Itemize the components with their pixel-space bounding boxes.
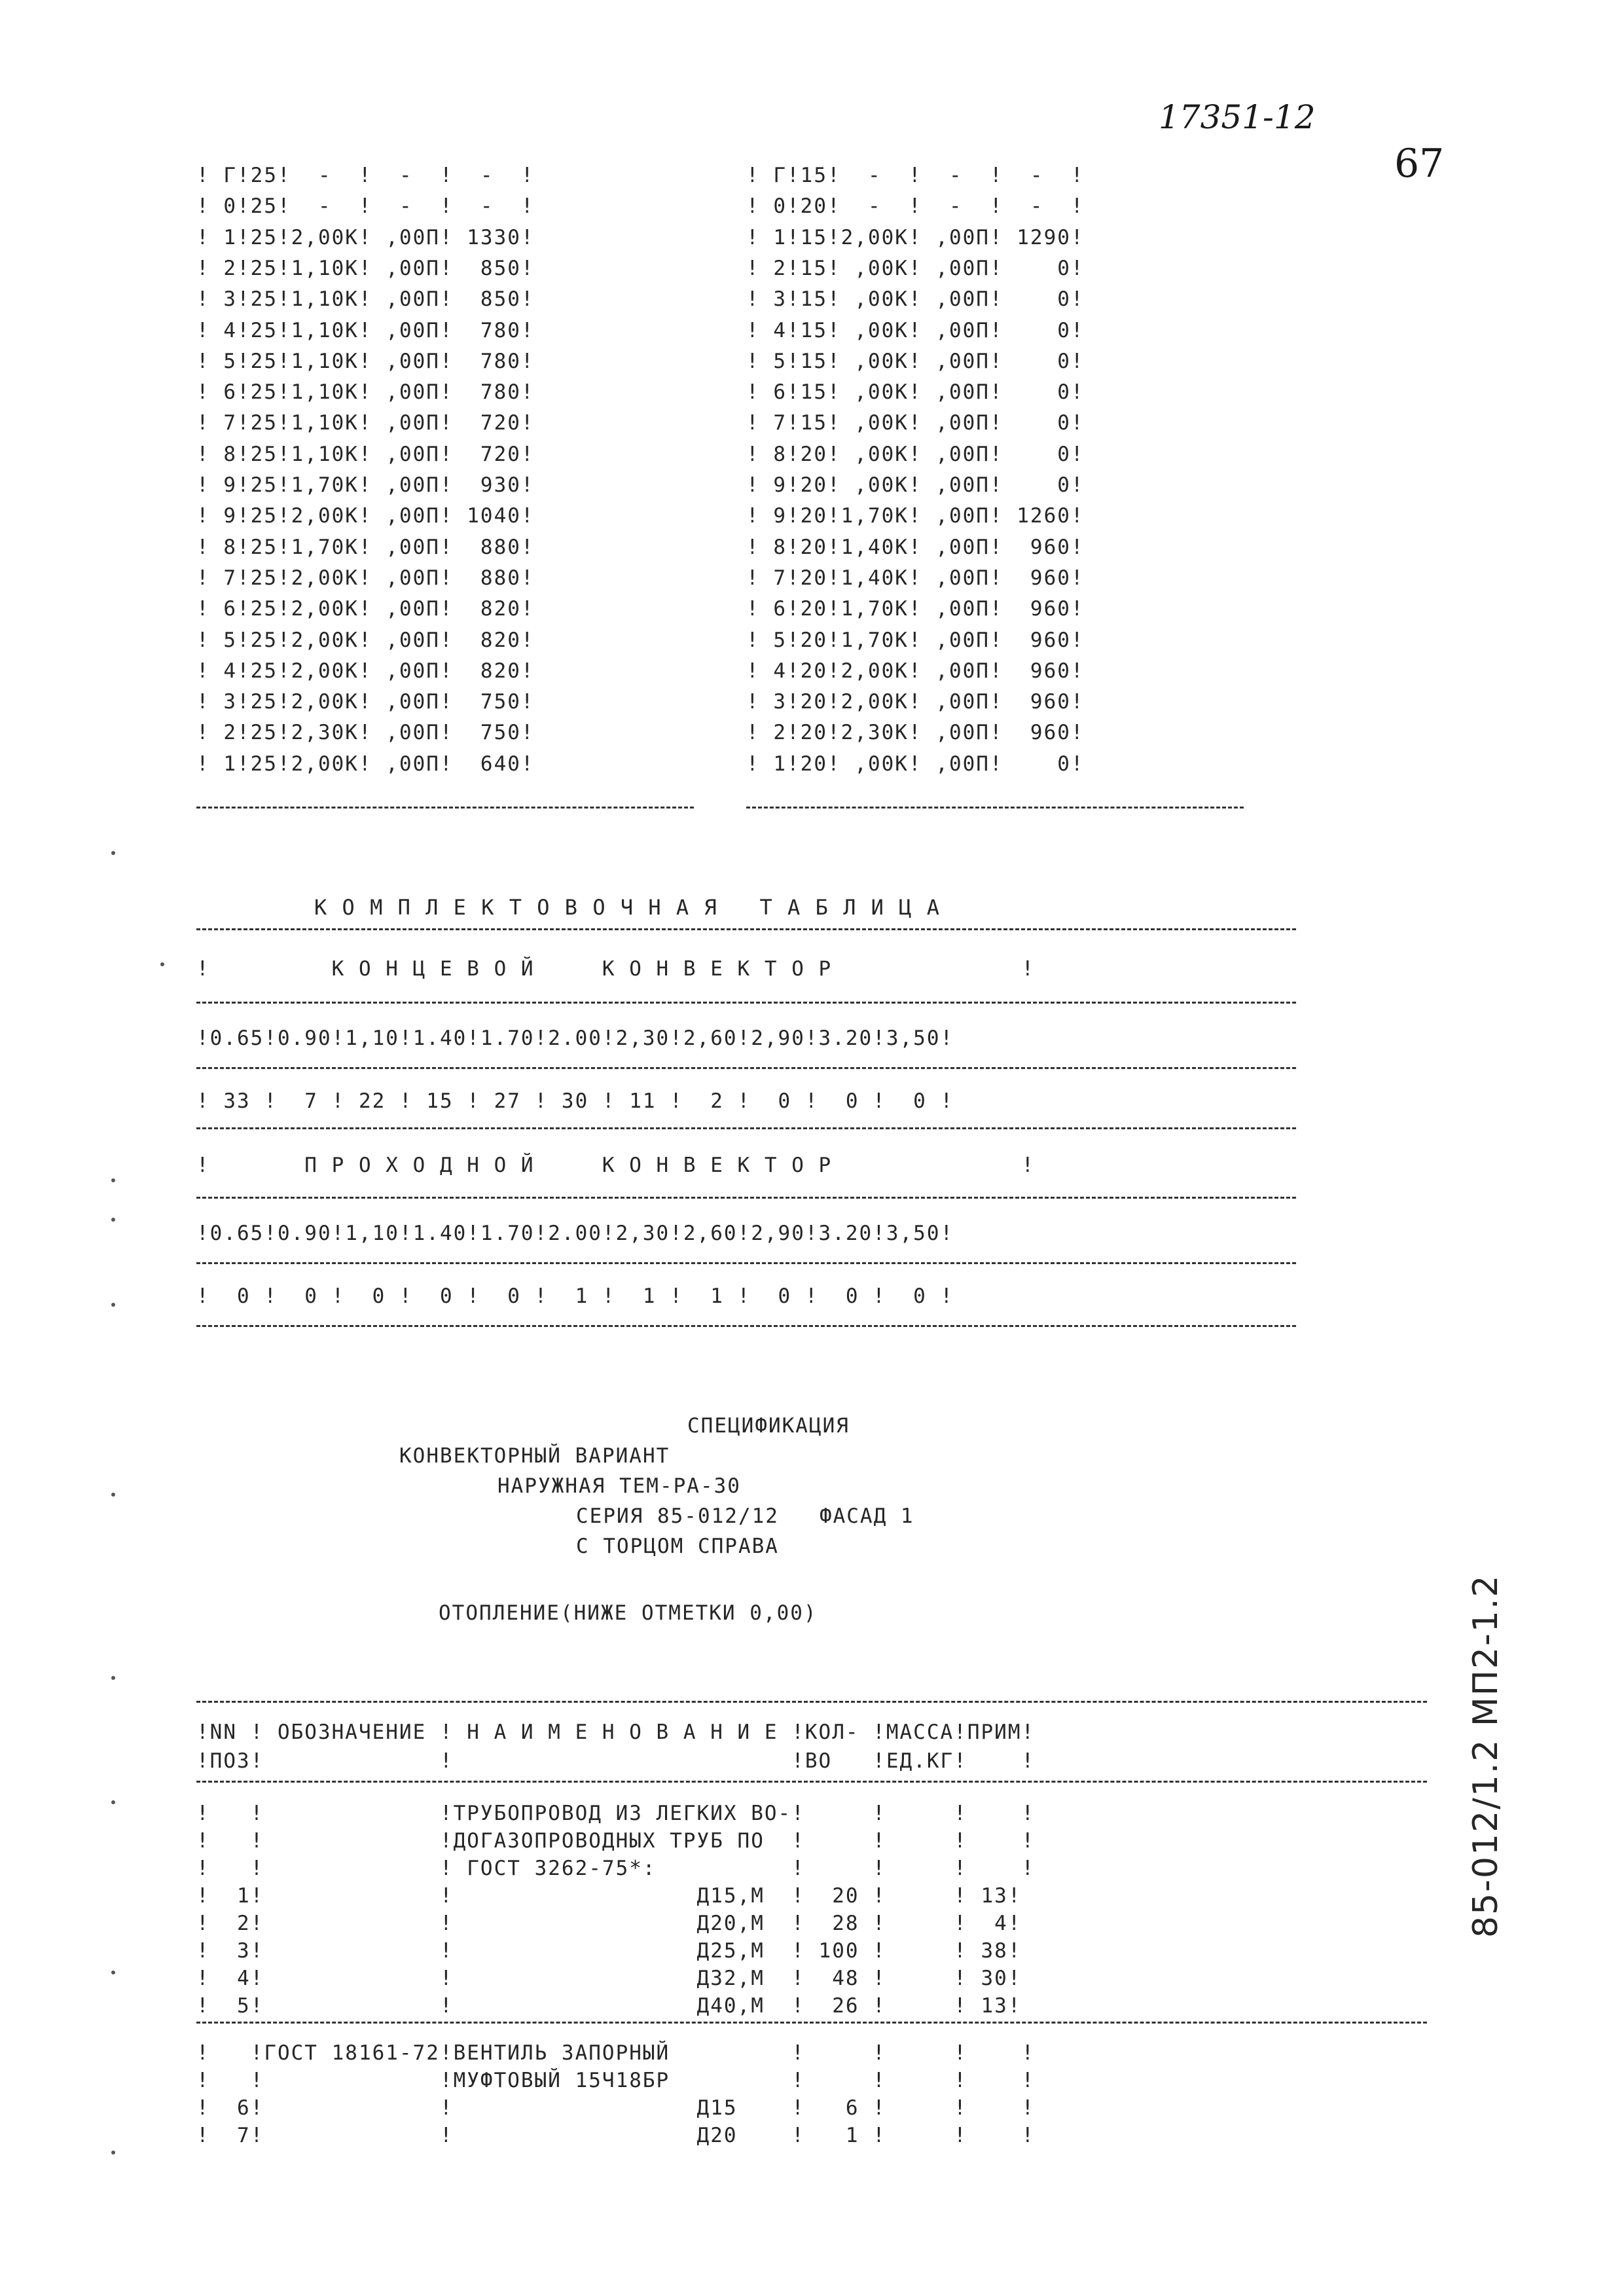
top-table-right-row: ! 8!20! ,00К! ,00П! 0!: [746, 442, 1085, 466]
spec-line-1: КОНВЕКТОРНЫЙ ВАРИАНТ: [399, 1444, 670, 1468]
top-table-right-row: ! 5!20!1,70К! ,00П! 960!: [746, 628, 1085, 652]
spec-table-row: ! ! !МУФТОВЫЙ 15Ч18БР ! ! ! !: [196, 2069, 1036, 2092]
page-number: 67: [1394, 141, 1445, 187]
top-table-left-row: ! 2!25!2,30К! ,00П! 750!: [196, 721, 535, 745]
margin-mark: [111, 1493, 115, 1497]
spec-rule-mid: [196, 2022, 1427, 2024]
margin-mark: [111, 1800, 115, 1804]
top-table-left-row: ! 7!25!1,10К! ,00П! 720!: [196, 411, 535, 435]
kit-end-counts: ! 33 ! 7 ! 22 ! 15 ! 27 ! 30 ! 11 ! 2 ! 0 ! 0 ! 0 !: [196, 1089, 954, 1113]
top-table-left-row: ! 3!25!1,10К! ,00П! 850!: [196, 287, 535, 312]
top-table-right-row: ! 1!20! ,00К! ,00П! 0!: [746, 752, 1085, 776]
spec-table-row: ! 3! ! Д25,М ! 100 ! ! 38!: [196, 1939, 1022, 1963]
spec-table-header-row: !ПОЗ! ! !ВО !ЕД.КГ! !: [196, 1749, 1036, 1773]
spec-table-row: ! 4! ! Д32,М ! 48 ! ! 30!: [196, 1967, 1022, 1990]
top-table-left-row: ! 5!25!2,00К! ,00П! 820!: [196, 628, 535, 652]
top-table-left-row: ! 7!25!2,00К! ,00П! 880!: [196, 566, 535, 590]
kit-rule-3: [196, 1067, 1296, 1069]
margin-mark: [160, 962, 164, 966]
margin-mark: [111, 1971, 115, 1974]
kit-end-sizes: !0.65!0.90!1,10!1.40!1.70!2.00!2,30!2,60!2,90!3.20!3,50!: [196, 1027, 954, 1050]
top-table-right-row: ! 4!15! ,00К! ,00П! 0!: [746, 318, 1085, 342]
top-table-left-row: ! 2!25!1,10К! ,00П! 850!: [196, 256, 535, 280]
top-table-left-row: ! 1!25!2,00К! ,00П! 640!: [196, 752, 535, 776]
spec-table-row: ! !ГОСТ 18161-72!ВЕНТИЛЬ ЗАПОРНЫЙ ! ! ! !: [196, 2041, 1036, 2065]
spec-table-row: ! 2! ! Д20,М ! 28 ! ! 4!: [196, 1912, 1022, 1935]
top-table-left-row: ! 4!25!2,00К! ,00П! 820!: [196, 659, 535, 683]
top-table-left-row: ! Г!25! - ! - ! - !: [196, 164, 535, 187]
top-table-right-row: ! 2!15! ,00К! ,00П! 0!: [746, 256, 1085, 280]
top-table-left-row: ! 4!25!1,10К! ,00П! 780!: [196, 318, 535, 342]
kit-pass-header: ! П Р О Х О Д Н О Й К О Н В Е К Т О Р !: [196, 1154, 1036, 1177]
top-table-left-row: ! 9!25!2,00К! ,00П! 1040!: [196, 504, 535, 528]
spec-rule-header: [196, 1781, 1427, 1783]
top-table-right-row: ! Г!15! - ! - ! - !: [746, 164, 1085, 187]
top-table-right-row: ! 3!15! ,00К! ,00П! 0!: [746, 287, 1085, 312]
spec-title: СПЕЦИФИКАЦИЯ: [687, 1414, 850, 1438]
spec-rule-top: [196, 1701, 1427, 1703]
top-table-right-row: ! 7!15! ,00К! ,00П! 0!: [746, 411, 1085, 435]
heating-title: ОТОПЛЕНИЕ(НИЖЕ ОТМЕТКИ 0,00): [439, 1601, 818, 1625]
kit-rule-7: [196, 1325, 1296, 1327]
top-table-right-row: ! 6!15! ,00К! ,00П! 0!: [746, 380, 1085, 405]
spec-table-row: ! ! !ДОГАЗОПРОВОДНЫХ ТРУБ ПО ! ! ! !: [196, 1829, 1036, 1853]
top-table-left-row: ! 6!25!1,10К! ,00П! 780!: [196, 380, 535, 405]
top-table-right-bottom-rule: [746, 807, 1244, 809]
spec-table-row: ! 1! ! Д15,М ! 20 ! ! 13!: [196, 1884, 1022, 1908]
top-table-right-row: ! 8!20!1,40К! ,00П! 960!: [746, 535, 1085, 559]
kit-rule-2: [196, 1002, 1296, 1004]
top-table-left-row: ! 0!25! - ! - ! - !: [196, 194, 535, 219]
spec-table-header-row: !NN ! ОБОЗНАЧЕНИЕ ! Н А И М Е Н О В А Н И Е !КОЛ- !МАССА!ПРИМ!: [196, 1720, 1036, 1744]
top-table-right-row: ! 7!20!1,40К! ,00П! 960!: [746, 566, 1085, 590]
spec-table-row: ! ! ! ГОСТ 3262-75*: ! ! ! !: [196, 1857, 1036, 1880]
top-table-left-row: ! 5!25!1,10К! ,00П! 780!: [196, 349, 535, 373]
side-stamp: 85-012/1.2 МП2-1.2: [1466, 1574, 1506, 1938]
top-table-left-bottom-rule: [196, 807, 694, 809]
top-table-right-row: ! 9!20! ,00К! ,00П! 0!: [746, 473, 1085, 497]
margin-mark: [111, 1178, 115, 1182]
margin-mark: [111, 1218, 115, 1222]
top-table-left-row: ! 9!25!1,70К! ,00П! 930!: [196, 473, 535, 497]
top-table-left-row: ! 8!25!1,10К! ,00П! 720!: [196, 442, 535, 466]
spec-line-4: С ТОРЦОМ СПРАВА: [576, 1535, 779, 1558]
top-table-left-row: ! 1!25!2,00К! ,00П! 1330!: [196, 225, 535, 249]
kit-rule-4: [196, 1127, 1296, 1129]
spec-table-row: ! ! !ТРУБОПРОВОД ИЗ ЛЕГКИХ ВО-! ! ! !: [196, 1802, 1036, 1825]
kit-end-header: ! К О Н Ц Е В О Й К О Н В Е К Т О Р !: [196, 957, 1036, 981]
kit-rule-5: [196, 1197, 1296, 1199]
top-table-left-row: ! 8!25!1,70К! ,00П! 880!: [196, 535, 535, 559]
kit-pass-sizes: !0.65!0.90!1,10!1.40!1.70!2.00!2,30!2,60!2,90!3.20!3,50!: [196, 1222, 954, 1245]
top-table-right-row: ! 3!20!2,00К! ,00П! 960!: [746, 690, 1085, 714]
kit-rule-1: [196, 928, 1296, 930]
top-table-right-row: ! 2!20!2,30К! ,00П! 960!: [746, 721, 1085, 745]
top-table-right-row: ! 4!20!2,00К! ,00П! 960!: [746, 659, 1085, 683]
top-table-left-row: ! 6!25!2,00К! ,00П! 820!: [196, 597, 535, 621]
spec-table-row: ! 5! ! Д40,М ! 26 ! ! 13!: [196, 1994, 1022, 2018]
margin-mark: [111, 1303, 115, 1307]
top-table-right-row: ! 6!20!1,70К! ,00П! 960!: [746, 597, 1085, 621]
top-table-right-row: ! 0!20! - ! - ! - !: [746, 194, 1085, 219]
spec-table-row: ! 7! ! Д20 ! 1 ! ! !: [196, 2124, 1036, 2147]
top-table-left-row: ! 3!25!2,00К! ,00П! 750!: [196, 690, 535, 714]
document-code: 17351-12: [1159, 98, 1316, 136]
kit-pass-counts: ! 0 ! 0 ! 0 ! 0 ! 0 ! 1 ! 1 ! 1 ! 0 ! 0 ! 0 !: [196, 1284, 954, 1308]
top-table-right-row: ! 1!15!2,00К! ,00П! 1290!: [746, 225, 1085, 249]
spec-table-row: ! 6! ! Д15 ! 6 ! ! !: [196, 2096, 1036, 2120]
kit-table-title: К О М П Л Е К Т О В О Ч Н А Я Т А Б Л И Ц А: [314, 895, 941, 920]
spec-line-3: СЕРИЯ 85-012/12 ФАСАД 1: [576, 1504, 914, 1528]
margin-mark: [111, 2151, 115, 2154]
kit-rule-6: [196, 1262, 1296, 1264]
top-table-right-row: ! 5!15! ,00К! ,00П! 0!: [746, 349, 1085, 373]
spec-line-2: НАРУЖНАЯ ТЕМ-РА-30: [497, 1474, 741, 1498]
top-table-right-row: ! 9!20!1,70К! ,00П! 1260!: [746, 504, 1085, 528]
margin-mark: [111, 1676, 115, 1680]
margin-mark: [111, 851, 115, 855]
